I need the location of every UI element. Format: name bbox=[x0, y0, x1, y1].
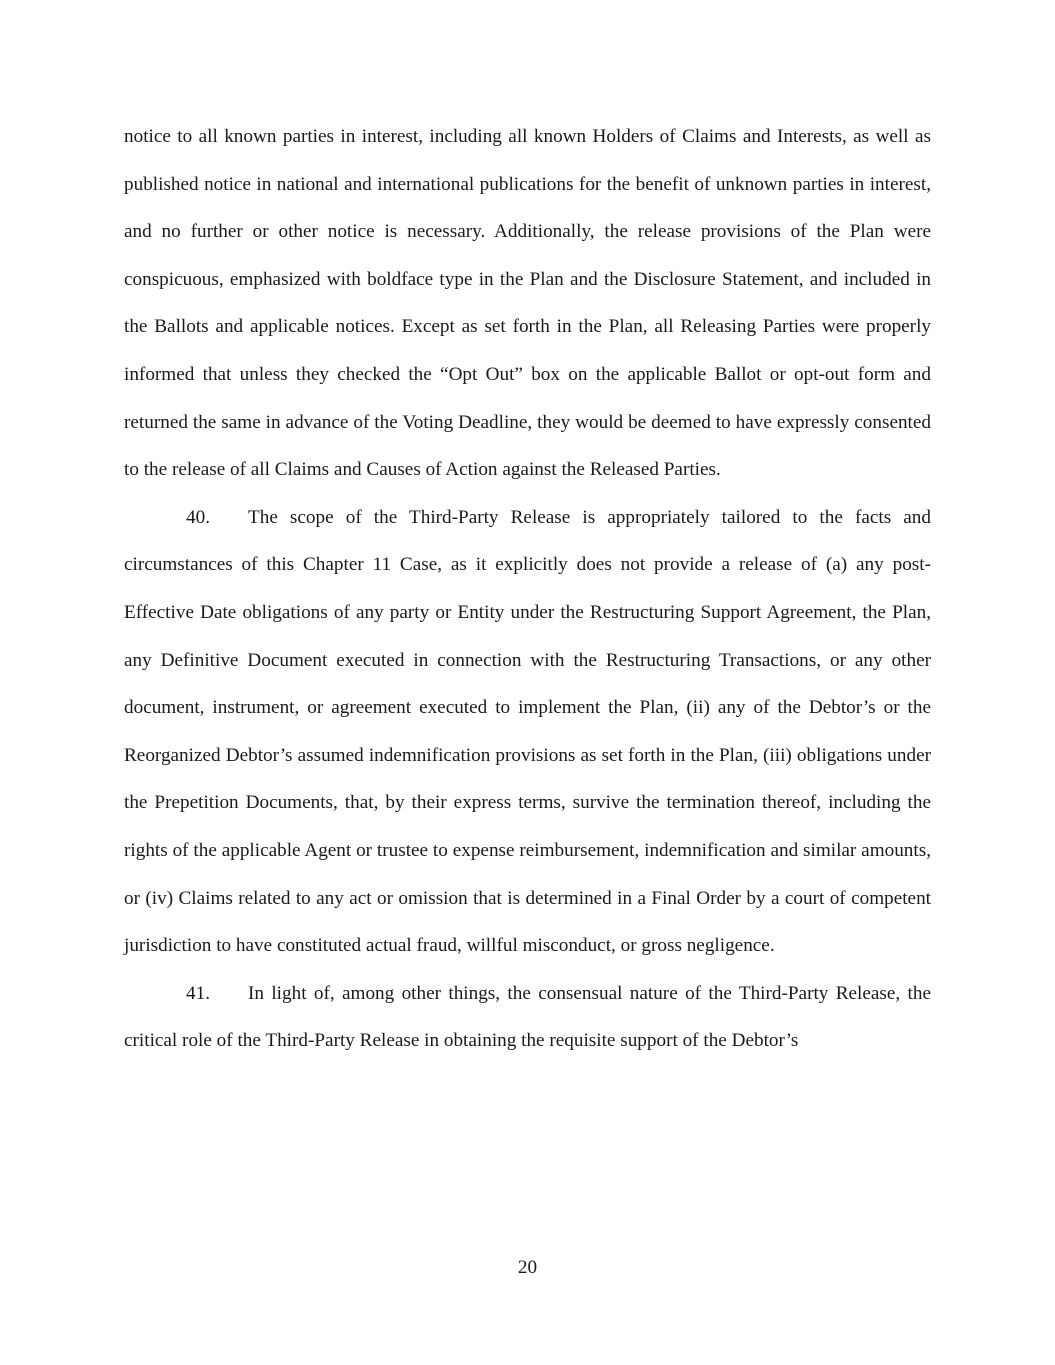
paragraph-number: 41. bbox=[186, 982, 210, 1004]
paragraph-text: The scope of the Third-Party Release is appropriately tailored to the facts and circumstances of this Chapter 11 Case, as it explicitly does not provide a release of (a) any post-Effective Date obligations of any party or Entity under the Restructuring Support Agreement, the Plan, any Definitive Document executed in connection with the Restructuring Transactions, or any other document, instrument, or agreement executed to implement the Plan, (ii) any of the Debtor’s or the Reorganized Debtor’s assumed indemnification provisions as set forth in the Plan, (iii) obligations under the Prepetition Documents, that, by their express terms, survive the termination thereof, including the rights of the applicable Agent or trustee to expense reimbursement, indemnification and similar amounts, or (iv) Claims related to any act or omission that is determined in a Final Order by a court of competent jurisdiction to have constituted actual fraud, willful misconduct, or gross negligence. bbox=[124, 506, 931, 957]
paragraph-text: In light of, among other things, the consensual nature of the Third-Party Release, the critical role of the Third-Party Release in obtaining the requisite support of the Debtor’s bbox=[124, 982, 931, 1052]
document-body bbox=[124, 113, 931, 1065]
paragraph-number: 40. bbox=[186, 506, 210, 528]
paragraph-40 bbox=[124, 494, 931, 970]
paragraph-41 bbox=[124, 970, 931, 1065]
paragraph-continued bbox=[124, 113, 931, 494]
paragraph-text: notice to all known parties in interest, including all known Holders of Claims and Interests, as well as published notice in national and international publications for the benefit of unknown parties in interest, and no further or other notice is necessary. Additionally, the release provisions of the Plan were conspicuous, emphasized with boldface type in the Plan and the Disclosure Statement, and included in the Ballots and applicable notices. Except as set forth in the Plan, all Releasing Parties were properly informed that unless they checked the “Opt Out” box on the applicable Ballot or opt-out form and returned the same in advance of the Voting Deadline, they would be deemed to have expressly consented to the release of all Claims and Causes of Action against the Released Parties. bbox=[124, 126, 931, 481]
page-number: 20 bbox=[517, 1257, 538, 1278]
